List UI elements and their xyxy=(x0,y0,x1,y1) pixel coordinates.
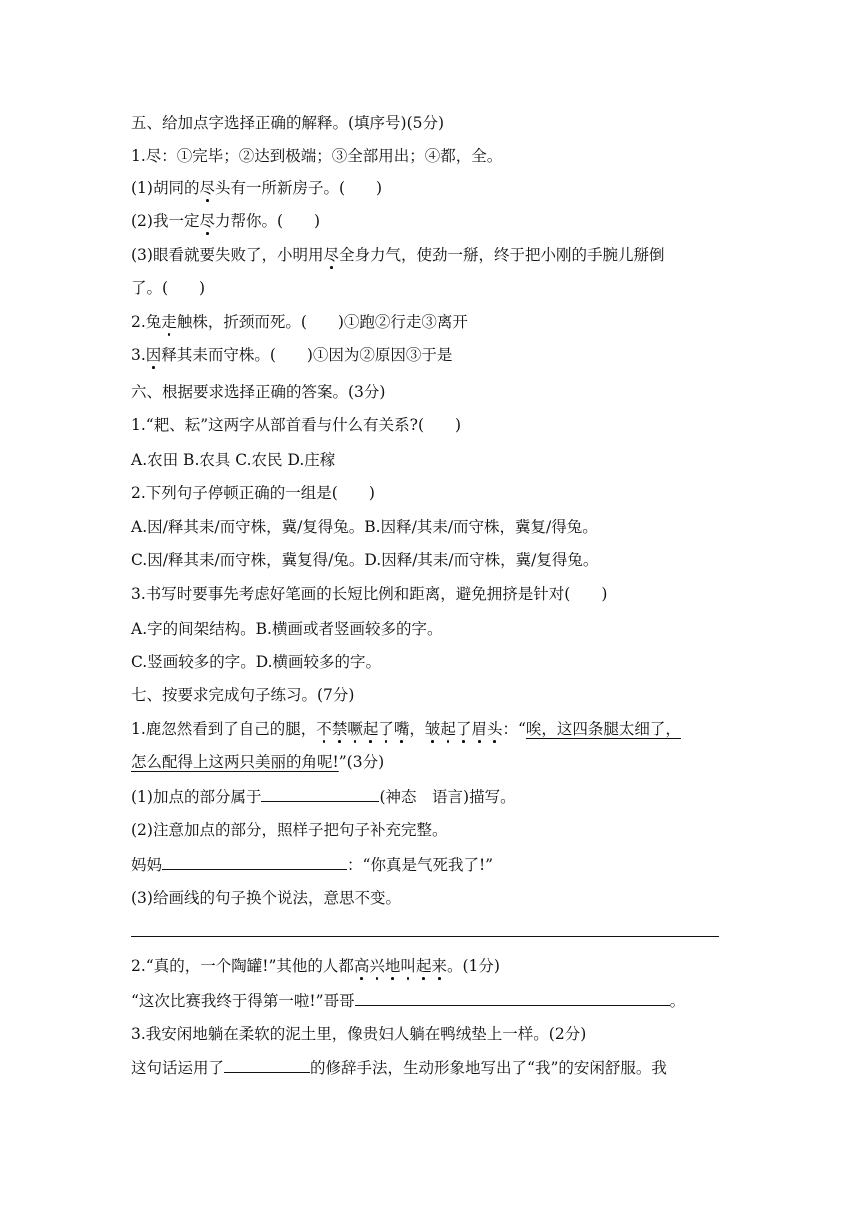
s5-q3: 3.因释其耒而守株。( )①因为②原因③于是 xyxy=(131,346,453,364)
underlined-sentence: 怎么配得上这两只美丽的角呢! xyxy=(131,753,339,771)
answer-blank[interactable] xyxy=(355,991,670,1006)
s6-q2: 2.下列句子停顿正确的一组是( ) xyxy=(131,484,375,502)
answer-blank[interactable] xyxy=(261,787,379,802)
dotted-char: 尽 xyxy=(199,179,215,197)
s7-q1-line-2: 怎么配得上这两只美丽的角呢!”(3分) xyxy=(131,753,385,771)
s6-q2-options-ab: A.因/释其耒/而守株，冀/复得兔。B.因释/其耒/而守株，冀复/得兔。 xyxy=(131,518,598,536)
s5-q1-item-3: (3)眼看就要失败了，小明用尽全身力气，使劲一掰，终于把小刚的手腕儿掰倒 xyxy=(131,246,665,264)
s5-q1-definition: 1.尽：①完毕；②达到极端；③全部用出；④都，全。 xyxy=(131,147,503,165)
s7-q1-line-1: 1.鹿忽然看到了自己的腿，不禁噘起了嘴，皱起了眉头：“唉，这四条腿太细了， xyxy=(131,720,681,738)
s7-q1-item-2-sample: 妈妈 ：“你真是气死我了!” xyxy=(131,856,494,874)
dotted-char: 嘴 xyxy=(393,720,410,738)
dotted-char: 不 xyxy=(316,720,332,738)
dotted-char: 兴 xyxy=(369,957,385,975)
dotted-char: 眉 xyxy=(471,720,487,738)
dotted-char: 头 xyxy=(486,720,503,738)
s6-q1-options: A.农田 B.农具 C.农民 D.庄稼 xyxy=(131,451,336,469)
section-7-heading: 七、按要求完成句子练习。(7分) xyxy=(131,686,355,704)
dotted-char: 尽 xyxy=(199,212,215,230)
section-5-heading: 五、给加点字选择正确的解释。(填序号)(5分) xyxy=(131,114,445,132)
s5-q1-item-3-cont: 了。( ) xyxy=(131,279,206,297)
dotted-char: 高 xyxy=(353,957,370,975)
dotted-char: 皱 xyxy=(424,720,441,738)
s6-q3-options-cd: C.竖画较多的字。D.横画较多的字。 xyxy=(131,653,382,671)
s5-q2: 2.兔走触株，折颈而死。( )①跑②行走③离开 xyxy=(131,313,468,331)
s5-q1-item-1: (1)胡同的尽头有一所新房子。( ) xyxy=(131,179,383,197)
dotted-char: 因 xyxy=(145,346,162,364)
dotted-char: 叫 xyxy=(400,957,416,975)
dotted-char: 起 xyxy=(440,720,456,738)
s6-q1: 1.“耙、耘”这两字从部首看与什么有关系?( ) xyxy=(131,416,462,434)
s7-q1-item-1: (1)加点的部分属于 (神态 语言)描写。 xyxy=(131,788,516,806)
dotted-char: 走 xyxy=(161,313,177,331)
dotted-char: 了 xyxy=(378,720,394,738)
dotted-char: 起 xyxy=(362,720,379,738)
answer-blank[interactable] xyxy=(162,855,347,870)
s7-q1-item-2: (2)注意加点的部分，照样子把句子补充完整。 xyxy=(131,821,448,839)
answer-line[interactable] xyxy=(131,936,719,937)
dotted-char: 禁 xyxy=(331,720,348,738)
s7-q2-answer: “这次比赛我终于得第一啦!”哥哥 。 xyxy=(131,992,686,1010)
dotted-char: 起 xyxy=(415,957,432,975)
dotted-char: 了 xyxy=(455,720,472,738)
dotted-char: 地 xyxy=(384,957,401,975)
dotted-char: 噘 xyxy=(347,720,363,738)
s5-q1-item-2: (2)我一定尽力帮你。( ) xyxy=(131,212,321,230)
s7-q1-item-3: (3)给画线的句子换个说法，意思不变。 xyxy=(131,889,401,907)
s7-q3: 3.我安闲地躺在柔软的泥土里，像贵妇人躺在鸭绒垫上一样。(2分) xyxy=(131,1025,587,1043)
s7-q2: 2.“真的，一个陶罐!”其他的人都高兴地叫起来。(1分) xyxy=(131,957,500,975)
underlined-sentence: 唉，这四条腿太细了， xyxy=(525,720,681,738)
s6-q3: 3.书写时要事先考虑好笔画的长短比例和距离，避免拥挤是针对( ) xyxy=(131,585,608,603)
s6-q2-options-cd: C.因/释其耒/而守株，冀复得/兔。D.因释/其耒/而守株，冀/复得兔。 xyxy=(131,551,599,569)
s6-q3-options-ab: A.字的间架结构。B.横画或者竖画较多的字。 xyxy=(131,620,443,638)
section-6-heading: 六、根据要求选择正确的答案。(3分) xyxy=(131,383,386,401)
s7-q3-answer: 这句话运用了 的修辞手法，生动形象地写出了“我”的安闲舒服。我 xyxy=(131,1059,667,1077)
answer-blank[interactable] xyxy=(224,1058,310,1073)
dotted-char: 尽 xyxy=(323,246,339,264)
dotted-char: 来 xyxy=(431,957,447,975)
